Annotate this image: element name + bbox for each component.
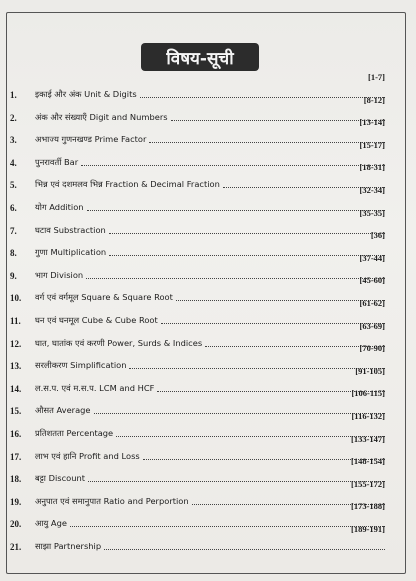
contents-entry [10, 185, 405, 213]
entry-title: सरलीकरण Simplification [35, 360, 127, 371]
entry-title: भिन्न एवं दशमलव भिन्न Fraction & Decimal Fraction [35, 179, 220, 190]
entry-title: योग Addition [35, 202, 84, 212]
entry-title: अभाज्य गुणनखण्ड Prime Factor [35, 134, 147, 145]
entry-number: 7. [10, 225, 17, 236]
entry-number: 14. [10, 383, 22, 394]
entry-page-range: [155-172] [351, 478, 385, 489]
entry-page-range: [106-115] [351, 388, 385, 399]
contents-entry [10, 162, 405, 191]
dot-leader [109, 232, 385, 234]
entry-number: 4. [10, 157, 17, 168]
entry-title: लाभ एवं हानि Profit and Loss [35, 450, 140, 461]
dot-leader [87, 209, 385, 211]
dot-leader [88, 480, 385, 482]
entry-title: वर्ग एवं वर्गमूल Square & Square Root [35, 292, 173, 303]
entry-number: 11. [10, 316, 21, 326]
dot-leader [143, 458, 385, 460]
entry-page-range: [32-34] [359, 185, 385, 195]
entry-title: गुणा Multiplication [35, 247, 107, 258]
entry-title: बट्टा Discount [35, 473, 86, 484]
entry-title: साझा Partnership [35, 541, 102, 551]
dot-leader [94, 412, 385, 414]
entry-page-range: [45-60] [359, 275, 385, 286]
entry-title: आयु Age [35, 518, 67, 529]
dot-leader [149, 141, 385, 143]
entry-number: 1. [10, 90, 17, 100]
entry-title: पुनरावर्ती Bar [35, 156, 79, 167]
entry-page-range: [133-147] [351, 433, 385, 444]
entry-number: 10. [10, 293, 22, 304]
dot-leader [109, 254, 385, 256]
dot-leader [161, 322, 385, 324]
dot-leader [70, 525, 385, 527]
dot-leader [140, 96, 385, 98]
entry-number: 21. [10, 542, 22, 552]
entry-page-range: [1-7] [368, 72, 385, 82]
entry-title: इकाई और अंक Unit & Digits [35, 89, 137, 99]
entry-title: ल.स.प. एवं म.स.प. LCM and HCF [35, 382, 155, 393]
entry-number: 17. [10, 451, 22, 462]
entry-title: औसत Average [35, 405, 91, 416]
entry-number: 3. [10, 135, 17, 146]
entry-number: 9. [10, 270, 17, 281]
entry-page-range: [37-44] [359, 252, 385, 263]
entry-page-range: [173-188] [351, 501, 385, 512]
entry-page-range: [70-90] [359, 343, 385, 354]
dot-leader [205, 345, 385, 347]
entry-title: प्रतिशतता Percentage [35, 428, 114, 438]
entry-number: 8. [10, 248, 17, 259]
page-title: विषय-सूची [141, 43, 259, 71]
contents-entry [10, 117, 405, 146]
dot-leader [171, 119, 385, 121]
entry-number: 16. [10, 429, 22, 439]
entry-number: 2. [10, 112, 17, 123]
entry-page-range: [116-132] [351, 411, 385, 421]
dot-leader [86, 277, 385, 279]
entry-number: 13. [10, 361, 22, 372]
entry-title: घटाव Substraction [35, 224, 106, 235]
entry-page-range: [15-17] [359, 139, 385, 150]
entry-number: 5. [10, 180, 17, 191]
entry-number: 18. [10, 474, 22, 485]
entry-number: 6. [10, 203, 17, 213]
entry-page-range: [8-12] [363, 94, 385, 105]
dot-leader [116, 435, 385, 437]
entry-title: भाग Division [35, 269, 84, 280]
entry-title: अनुपात एवं समानुपात Ratio and Perportion [35, 495, 189, 506]
entry-number: 15. [10, 406, 22, 417]
entry-page-range: [189-191] [351, 524, 385, 534]
contents-entry [10, 230, 405, 259]
entry-number: 12. [10, 338, 22, 349]
dot-leader [104, 548, 385, 550]
entry-title: घन एवं घनमूल Cube & Cube Root [35, 315, 158, 325]
dot-leader [129, 367, 385, 369]
dot-leader [81, 164, 385, 166]
entry-page-range: [61-62] [359, 298, 385, 308]
contents-entry [10, 275, 405, 304]
entry-title: घात, घातांक एवं करणी Power, Surds & Indices [35, 337, 203, 348]
entry-page-range: [91-105] [355, 365, 385, 376]
entry-page-range: [63-69] [359, 320, 385, 331]
entry-number: 19. [10, 496, 22, 507]
entry-title: अंक और संख्याएँ Digit and Numbers [35, 111, 168, 122]
entry-page-range: [36] [370, 230, 385, 241]
entry-page-range: [18-31] [359, 162, 385, 173]
entry-page-range: [35-35] [359, 207, 385, 218]
entry-page-range: [13-14] [359, 117, 385, 128]
entry-page-range: [148-154] [351, 456, 385, 467]
entry-number: 20. [10, 519, 22, 530]
contents-entry [10, 72, 405, 100]
dot-leader [176, 299, 385, 301]
